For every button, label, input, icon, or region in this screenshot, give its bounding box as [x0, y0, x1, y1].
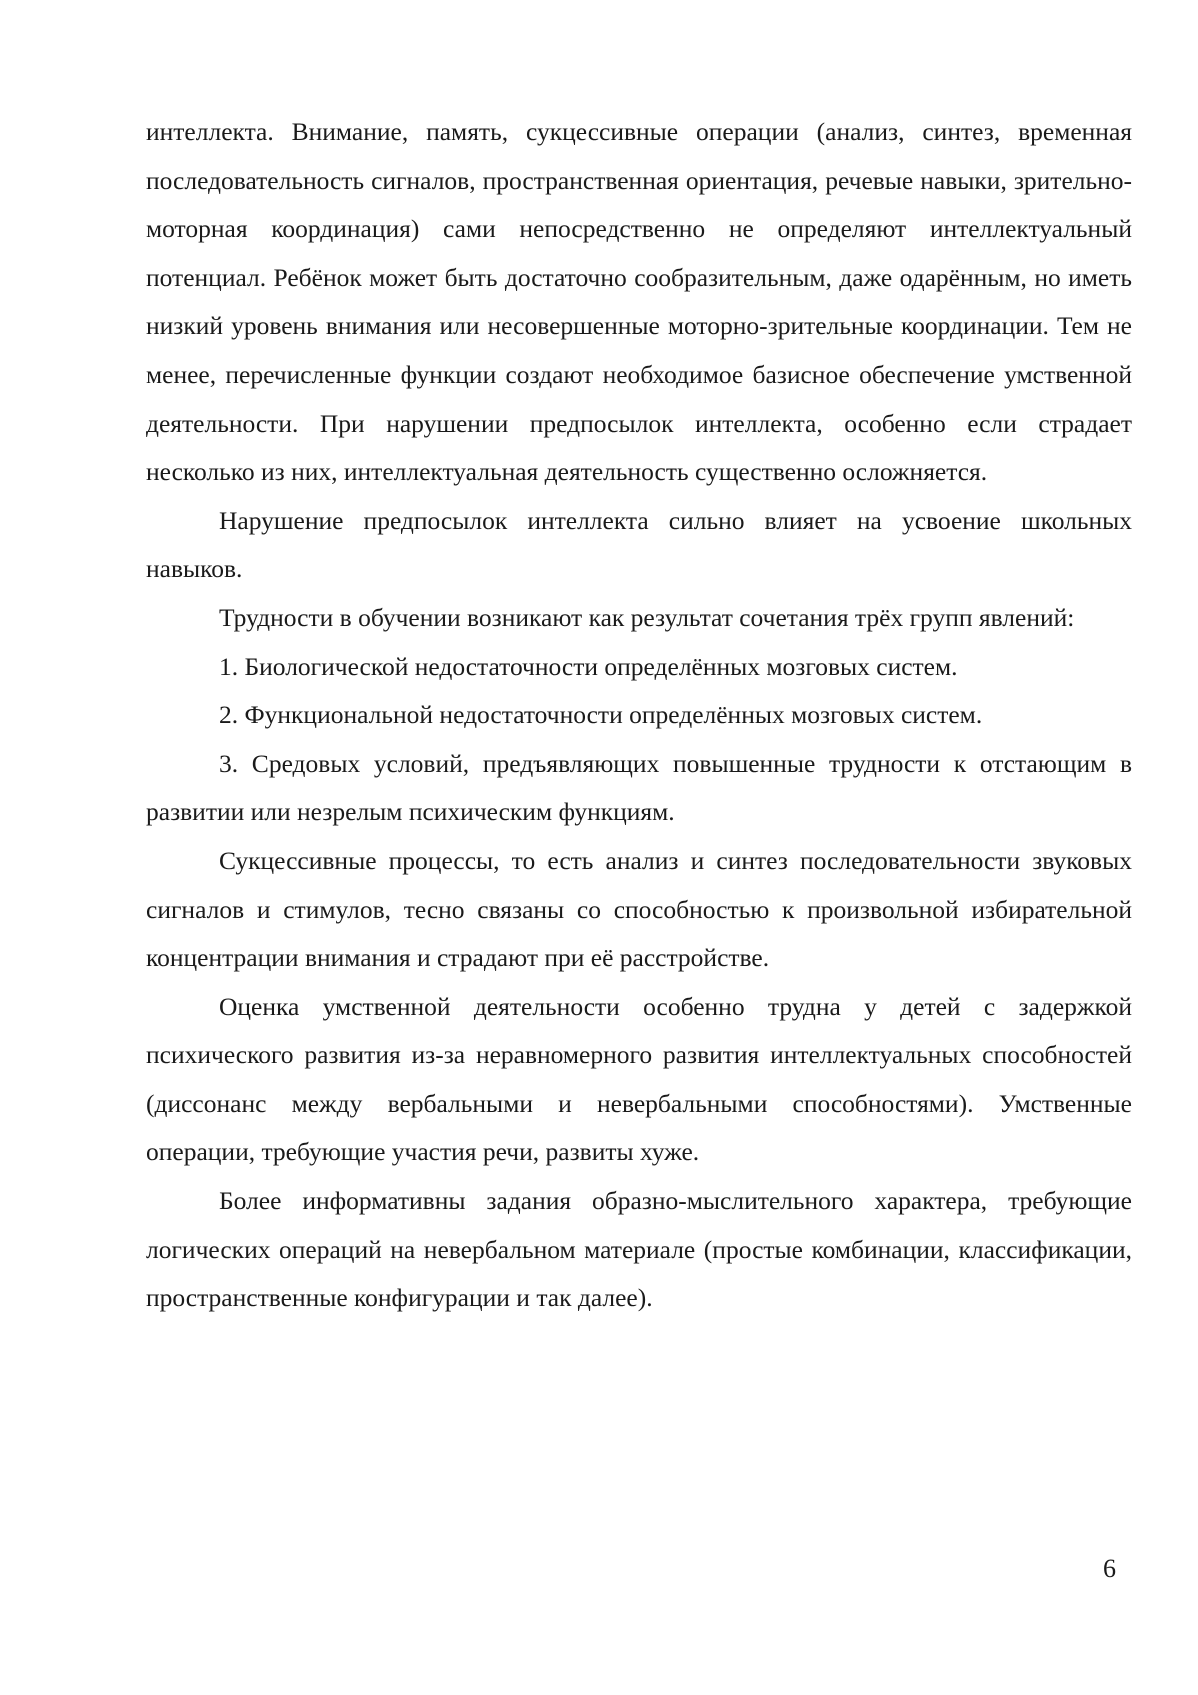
text-body: [146, 108, 1132, 1323]
list-item: 3. Средовых условий, предъявляющих повышенные трудности к отстающим в развитии или незрелым психическим функциям.: [146, 748, 1132, 827]
paragraph-continuation: интеллекта. Внимание, память, сукцессивные операции (анализ, синтез, временная последовательность сигналов, пространственная ориентация, речевые навыки, зрительно-моторная координация) сами непосредственно не определяют интеллектуальный потенциал. Ребёнок может быть достаточно сообразительным, даже одарённым, но иметь низкий уровень внимания или несовершенные моторно-зрительные координации. Тем не менее, перечисленные функции создают необходимое базисное обеспечение умственной деятельности. При нарушении предпосылок интеллекта, особенно если страдает несколько из них, интеллектуальная деятельность существенно осложняется.: [146, 117, 1132, 487]
list-item: 1. Биологической недостаточности определённых мозговых систем.: [219, 651, 958, 681]
paragraph: Сукцессивные процессы, то есть анализ и синтез последовательности звуковых сигналов и стимулов, тесно связаны со способностью к произвольной избирательной концентрации внимания и страдают при её расстройстве.: [146, 845, 1132, 973]
paragraph: Оценка умственной деятельности особенно трудна у детей с задержкой психического развития из-за неравномерного развития интеллектуальных способностей (диссонанс между вербальными и невербальными способностями). Умственные операции, требующие участия речи, развиты хуже.: [146, 991, 1132, 1167]
paragraph: Нарушение предпосылок интеллекта сильно влияет на усвоение школьных навыков.: [146, 505, 1132, 584]
paragraph: Трудности в обучении возникают как результат сочетания трёх групп явлений:: [219, 602, 1075, 632]
list-item: 2. Функциональной недостаточности определённых мозговых систем.: [219, 700, 983, 730]
paragraph: Более информативны задания образно-мыслительного характера, требующие логических операций на невербальном материале (простые комбинации, классификации, пространственные конфигурации и так далее).: [146, 1186, 1132, 1313]
page-number: 6: [1103, 1554, 1116, 1583]
